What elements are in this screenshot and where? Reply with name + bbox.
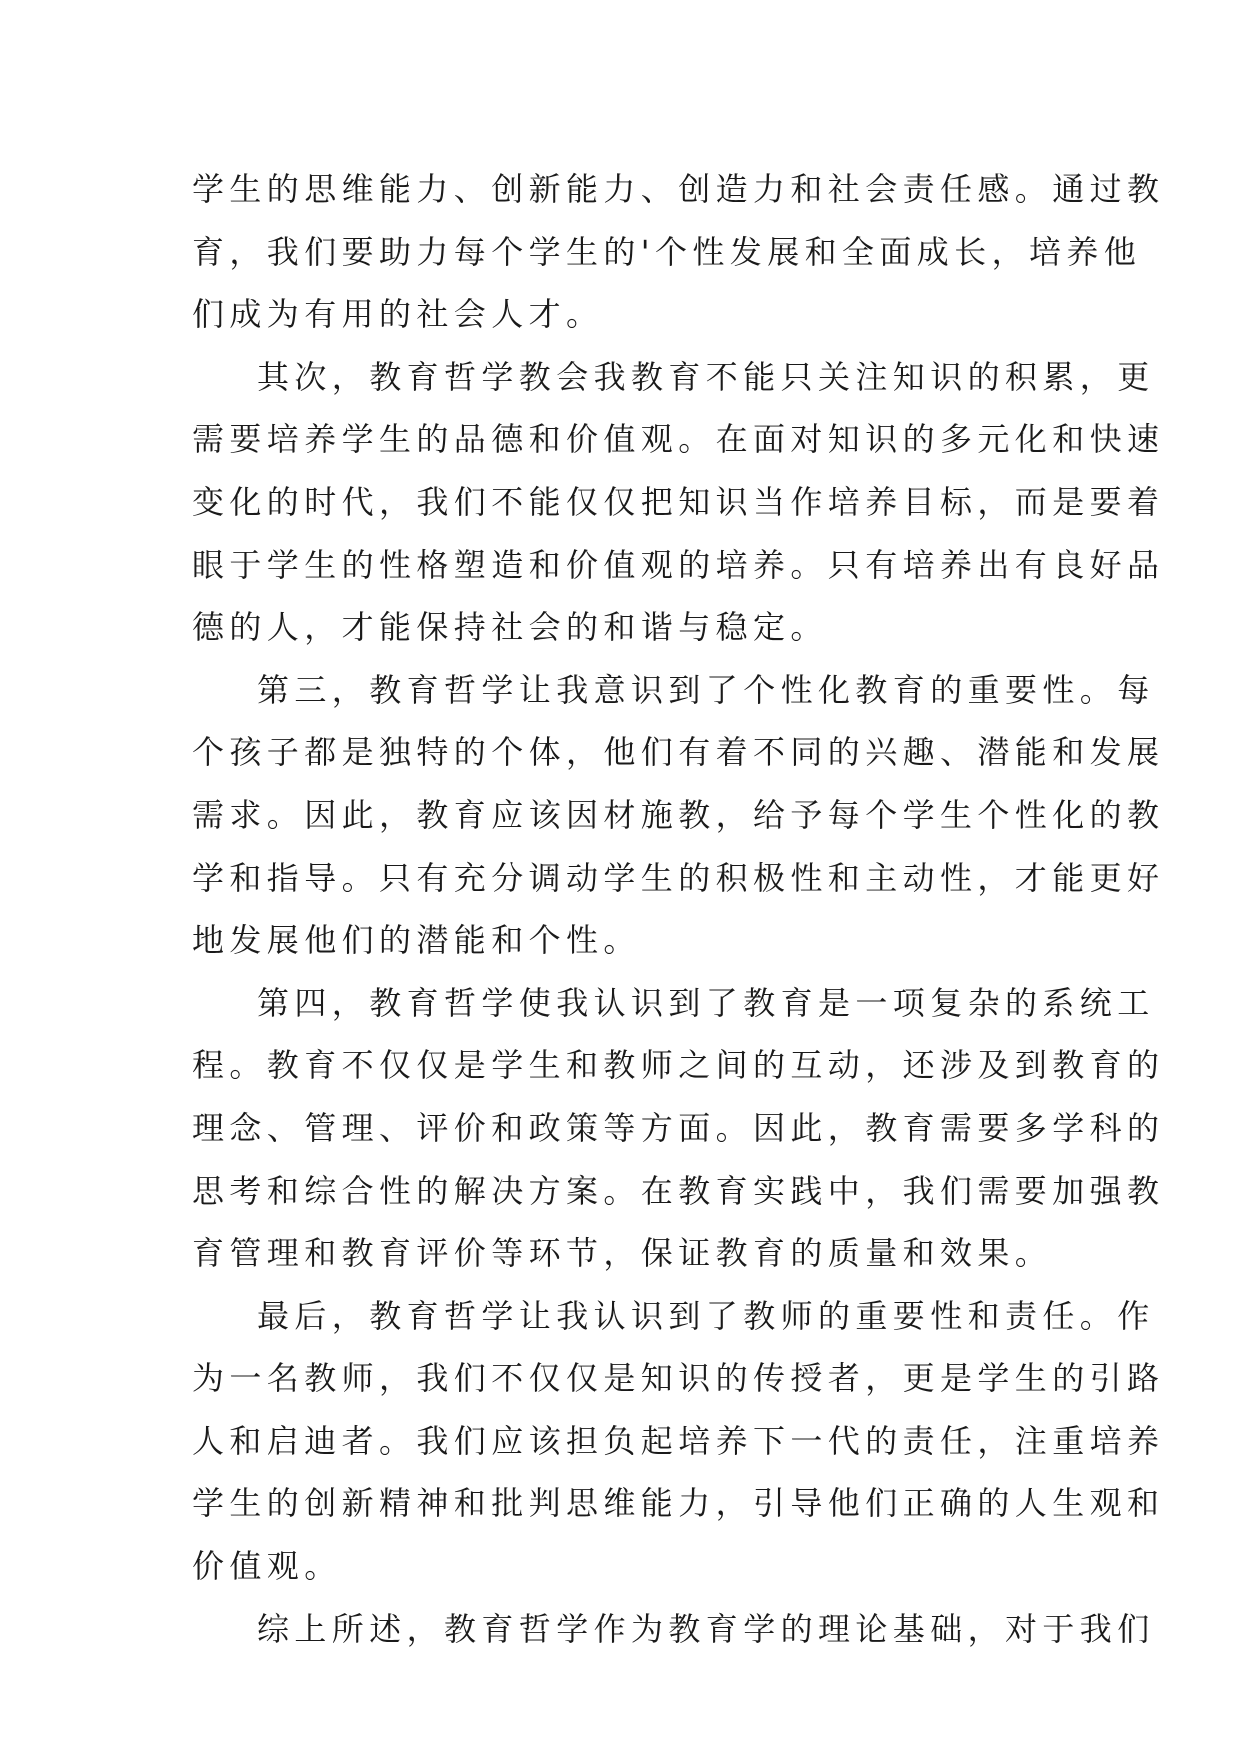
text-line: 价值观。 — [192, 1547, 342, 1586]
document-body — [192, 158, 1165, 1660]
paragraph-first-line: 综上所述，教育哲学作为教育学的理论基础，对于我们 — [257, 1609, 1155, 1648]
paragraph-first-line: 最后，教育哲学让我认识到了教师的重要性和责任。作 — [257, 1296, 1155, 1335]
text-line: 育管理和教育评价等环节，保证教育的质量和效果。 — [192, 1234, 1053, 1273]
paragraph-first-line: 第三，教育哲学让我意识到了个性化教育的重要性。每 — [257, 670, 1155, 709]
text-line: 地发展他们的潜能和个性。 — [192, 921, 641, 960]
text-line: 程。教育不仅仅是学生和教师之间的互动，还涉及到教育的 — [192, 1046, 1165, 1085]
text-line: 学生的思维能力、创新能力、创造力和社会责任感。通过教 — [192, 170, 1165, 208]
text-line: 眼于学生的性格塑造和价值观的培养。只有培养出有良好品 — [192, 545, 1165, 584]
paragraph-first-line: 第四，教育哲学使我认识到了教育是一项复杂的系统工 — [257, 983, 1155, 1022]
text-line: 们成为有用的社会人才。 — [192, 295, 604, 334]
text-line: 为一名教师，我们不仅仅是知识的传授者，更是学生的引路 — [192, 1359, 1165, 1398]
paragraph-first-line: 其次，教育哲学教会我教育不能只关注知识的积累，更 — [257, 357, 1155, 396]
text-line: 变化的时代，我们不能仅仅把知识当作培养目标，而是要着 — [192, 482, 1165, 521]
text-line: 思考和综合性的解决方案。在教育实践中，我们需要加强教 — [192, 1171, 1165, 1210]
text-line: 学生的创新精神和批判思维能力，引导他们正确的人生观和 — [192, 1484, 1165, 1523]
text-line: 人和启迪者。我们应该担负起培养下一代的责任，注重培养 — [192, 1421, 1165, 1460]
text-line: 个孩子都是独特的个体，他们有着不同的兴趣、潜能和发展 — [192, 733, 1165, 772]
text-line: 德的人，才能保持社会的和谐与稳定。 — [192, 608, 828, 647]
text-line: 需要培养学生的品德和价值观。在面对知识的多元化和快速 — [192, 420, 1165, 459]
text-line: 理念、管理、评价和政策等方面。因此，教育需要多学科的 — [192, 1108, 1165, 1147]
text-line: 学和指导。只有充分调动学生的积极性和主动性，才能更好 — [192, 858, 1165, 897]
text-line: 需求。因此，教育应该因材施教，给予每个学生个性化的教 — [192, 795, 1165, 834]
text-line: 育，我们要助力每个学生的'个性发展和全面成长，培养他 — [192, 232, 1142, 271]
